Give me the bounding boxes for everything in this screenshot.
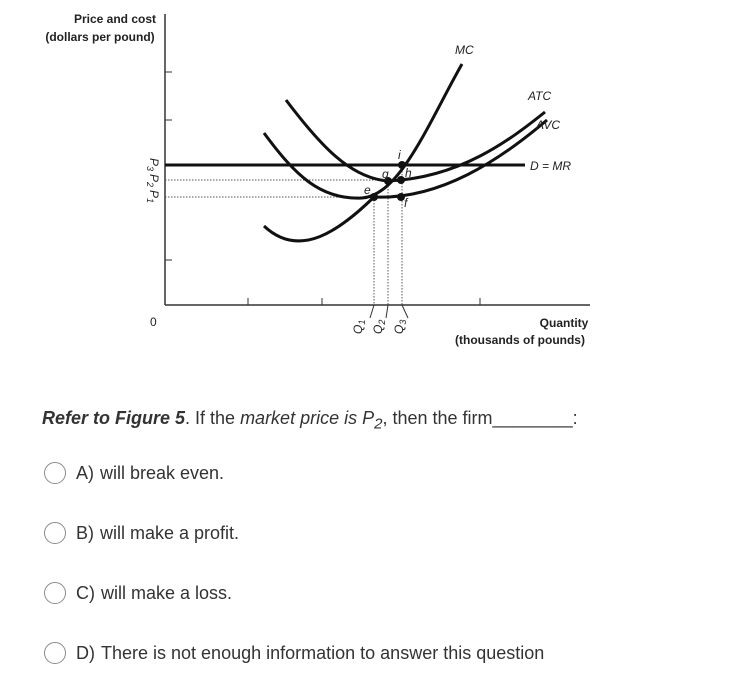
quantity-label-q2	[371, 320, 387, 334]
x-ticks	[248, 298, 480, 305]
quantity-leaders	[370, 305, 408, 318]
market-price-subscript: 2	[374, 415, 383, 433]
option-a-text: will break even.	[100, 462, 225, 483]
svg-text:P2: $P_2$	[145, 174, 161, 188]
quantity-label-q3	[392, 320, 408, 334]
atc-curve	[286, 100, 545, 181]
y-axis-title-line2: (dollars per pound)	[45, 30, 155, 44]
avc-label: AVC	[536, 118, 561, 132]
market-price-phrase: market price is $P_2$	[240, 408, 383, 433]
option-d-letter: D)	[76, 642, 95, 663]
point-f-label: f	[404, 196, 408, 210]
option-a[interactable]	[44, 462, 224, 484]
option-d-text: There is not enough information to answer this question	[101, 642, 545, 663]
mc-label: MC	[455, 43, 474, 57]
atc-label: ATC	[528, 89, 552, 103]
point-h-dot	[397, 176, 405, 184]
svg-text:Q2: $Q_2$	[371, 319, 387, 334]
svg-text:Q1: $Q_1$	[351, 319, 367, 334]
price-label-p3	[145, 158, 161, 171]
svg-text:Q3: $Q_3$	[392, 319, 408, 334]
option-c-radio[interactable]	[44, 582, 66, 604]
option-b-radio[interactable]	[44, 522, 66, 544]
x-axis-title-line2: (thousands of pounds)	[455, 333, 585, 347]
price-label-p1	[145, 190, 161, 203]
option-c-text: will make a loss.	[101, 582, 233, 603]
option-b-letter: B)	[76, 522, 94, 543]
price-label-p2	[145, 174, 161, 187]
point-e-label: e	[364, 183, 371, 197]
question-text-part2: , then the firm________:	[382, 408, 578, 428]
origin-label: 0	[150, 315, 157, 329]
figure-reference: Refer to Figure 5	[42, 408, 186, 428]
quantity-label-q1	[351, 320, 367, 334]
option-a-letter: A)	[76, 462, 94, 483]
point-i-label: i	[398, 148, 401, 162]
question-text-part1: . If the	[185, 408, 241, 428]
point-g-label: g	[382, 167, 389, 181]
d-mr-label: D = MR	[530, 159, 572, 173]
option-b[interactable]	[44, 522, 239, 544]
point-h-label: h	[405, 166, 412, 180]
svg-text:P3: $P_3$	[145, 158, 161, 172]
option-c[interactable]	[44, 582, 232, 604]
question-text	[42, 406, 732, 437]
y-axis-title-line1: Price and cost	[73, 12, 157, 26]
option-a-radio[interactable]	[44, 462, 66, 484]
x-axis-title-line1: Quantity	[539, 316, 589, 330]
svg-text:P1: $P_1$	[145, 190, 161, 204]
mc-curve	[264, 64, 462, 198]
option-d[interactable]	[44, 642, 544, 664]
point-e-dot	[370, 193, 378, 201]
option-d-radio[interactable]	[44, 642, 66, 664]
option-c-letter: C)	[76, 582, 95, 603]
option-b-text: will make a profit.	[100, 522, 240, 543]
